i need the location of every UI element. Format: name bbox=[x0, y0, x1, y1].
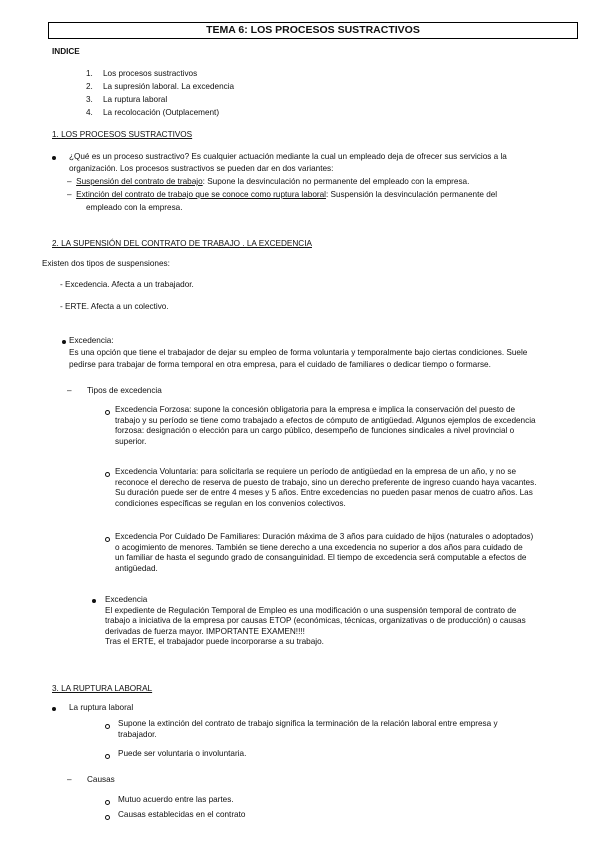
suspension-type: - Excedencia. Afecta a un trabajador. bbox=[60, 280, 194, 289]
bullet-icon bbox=[62, 340, 66, 344]
circle-bullet-icon bbox=[105, 410, 110, 415]
bullet-icon bbox=[92, 599, 96, 603]
dash-item-extincion: – Extinción del contrato de trabajo que se conoce como ruptura laboral: Suspensión la desvinculación permanente del bbox=[67, 190, 498, 199]
causa-item: Mutuo acuerdo entre las partes. bbox=[118, 795, 234, 804]
circle-bullet-icon bbox=[105, 754, 110, 759]
excedencia-desc: Es una opción que tiene el trabajador de dejar su empleo de forma voluntaria y temporalmente bajo ciertas condiciones. Suele bbox=[69, 348, 528, 357]
excedencia-cuidado: Excedencia Por Cuidado De Familiares: Duración máxima de 3 años para cuidado de hijos (naturales o adoptados) o acogimiento de menores. También se tiene derecho a una excedencia no superior a dos años para cuidado de un familiar de hasta el segundo grado de consanguinidad. El tiempo de excedencia será computable a efectos de antigüedad. bbox=[115, 532, 534, 573]
dash-icon: – bbox=[67, 386, 72, 395]
section2-heading: 2. LA SUPENSIÓN DEL CONTRATO DE TRABAJO . LA EXCEDENCIA bbox=[52, 239, 312, 248]
causa-item: Causas establecidas en el contrato bbox=[118, 810, 246, 819]
bullet-icon bbox=[52, 707, 56, 711]
circle-bullet-icon bbox=[105, 724, 110, 729]
index-heading: INDICE bbox=[52, 47, 80, 56]
erte-block: Excedencia El expediente de Regulación Temporal de Empleo es una modificación o una suspensión temporal de contrato de trabajo a iniciativa de la empresa por causas ETOP (económicas, técnicas, organizativas o de producción) o causas derivadas de fuerza mayor. IMPORTANTE EXAMEN!!!! Tras el ERTE, el trabajador puede incorporarse a su trabajo. bbox=[105, 595, 526, 646]
circle-bullet-icon bbox=[105, 472, 110, 477]
page-title: TEMA 6: LOS PROCESOS SUSTRACTIVOS bbox=[48, 22, 578, 39]
dash-item-extincion-cont: empleado con la empresa. bbox=[86, 203, 183, 212]
circle-bullet-icon bbox=[105, 815, 110, 820]
section1-paragraph-2: organización. Los procesos sustractivos se pueden dar en dos variantes: bbox=[69, 164, 334, 173]
ruptura-sub-item: Puede ser voluntaria o involuntaria. bbox=[118, 749, 247, 758]
excedencia-voluntaria: Excedencia Voluntaria: para solicitarla se requiere un período de antigüedad en la empresa de un año, y no se reconoce el derecho de reserva de puesto de trabajo, sino un derecho preferente de ingreso cuando haya vacantes. Su duración puede ser de entre 4 meses y 5 años. Entre excedencias no pueden pasar menos de cuatro años. Las condiciones específicas se regulan en los convenios colectivos. bbox=[115, 467, 537, 508]
bullet-icon bbox=[52, 156, 56, 160]
excedencia-heading: Excedencia: bbox=[69, 336, 114, 345]
causas-heading: Causas bbox=[87, 775, 115, 784]
ruptura-bullet: La ruptura laboral bbox=[69, 703, 134, 712]
excedencia-desc-2: pedirse para trabajar de forma temporal en otra empresa, para el cuidado de familiares o dedicar tiempo o formarse. bbox=[69, 360, 491, 369]
tipos-heading: Tipos de excedencia bbox=[87, 386, 162, 395]
dash-item-suspension: – Suspensión del contrato de trabajo: Supone la desvinculación no permanente del empleado con la empresa. bbox=[67, 177, 470, 186]
section1-heading: 1. LOS PROCESOS SUSTRACTIVOS bbox=[52, 130, 193, 139]
section1-paragraph: ¿Qué es un proceso sustractivo? Es cualquier actuación mediante la cual un empleado deja de ofrecer sus servicios a la bbox=[69, 152, 507, 161]
circle-bullet-icon bbox=[105, 537, 110, 542]
excedencia-forzosa: Excedencia Forzosa: supone la concesión obligatoria para la empresa e implica la conservación del puesto de trabajo y su período se tiene como trabajado a efectos de cómputo de antigüedad. Algunos ejemplos de excedencia forzosa: designación o elección para un cargo público, desempeño de funciones sindicales a nivel provincial o superior. bbox=[115, 405, 536, 446]
section3-heading: 3. LA RUPTURA LABORAL bbox=[52, 684, 153, 693]
suspension-type: - ERTE. Afecta a un colectivo. bbox=[60, 302, 169, 311]
dash-icon: – bbox=[67, 775, 72, 784]
ruptura-sub-item: Supone la extinción del contrato de trabajo significa la terminación de la relación laboral entre empresa y trabajador. bbox=[118, 719, 498, 739]
section2-intro: Existen dos tipos de suspensiones: bbox=[42, 259, 170, 268]
circle-bullet-icon bbox=[105, 800, 110, 805]
